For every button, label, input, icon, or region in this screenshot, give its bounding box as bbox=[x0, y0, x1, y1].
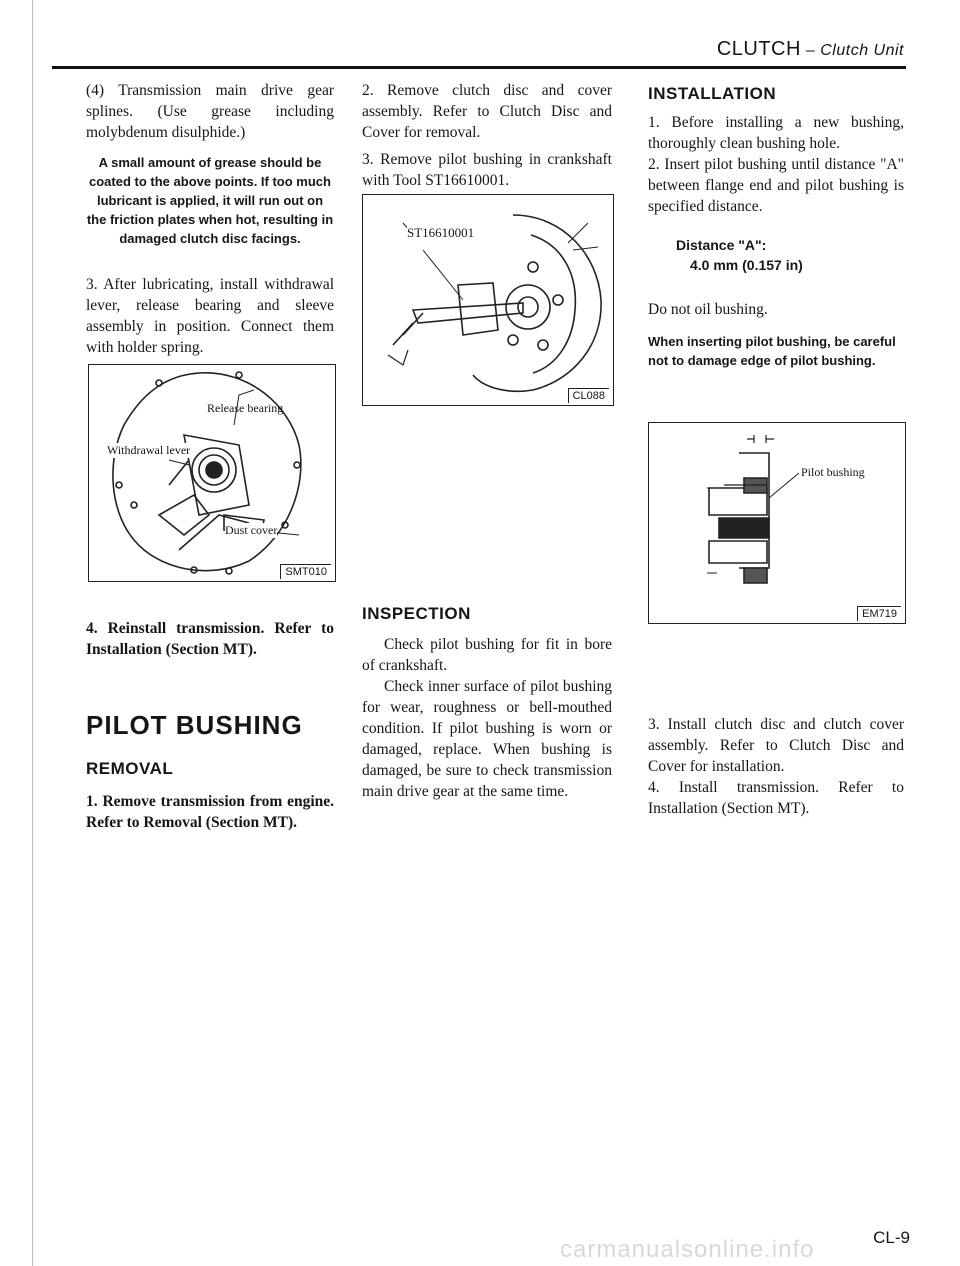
install-step1: 1. Before installing a new bushing, thoroughly clean bushing hole. bbox=[648, 114, 904, 152]
figure-code-em719: EM719 bbox=[857, 606, 901, 621]
grease-note: A small amount of grease should be coated to the above points. If too much lubricant is applied, it will run out on the friction plates when hot, resulting in damaged clutch disc facings. bbox=[86, 155, 334, 246]
pilot-bushing-heading: PILOT BUSHING bbox=[86, 710, 303, 740]
column-middle-lower bbox=[362, 604, 612, 802]
removal-step1-text: 1. Remove transmission from engine. Refer to Removal (Section MT). bbox=[86, 793, 334, 831]
pilot-bushing-figure bbox=[648, 422, 906, 624]
page-number: CL-9 bbox=[873, 1228, 910, 1247]
tool-number-label: ST16610001 bbox=[407, 225, 475, 240]
header-subtitle: Clutch Unit bbox=[820, 42, 904, 59]
distance-value: 4.0 mm (0.157 in) bbox=[690, 257, 803, 273]
column-right bbox=[648, 80, 904, 370]
watermark: carmanualsonline.info bbox=[560, 1236, 815, 1263]
remove-disc-step: 2. Remove clutch disc and cover assembly. Refer to Clutch Disc and Cover for removal. bbox=[362, 82, 612, 141]
page-header bbox=[717, 38, 904, 61]
step3-text: 3. After lubricating, install withdrawal lever, release bearing and sleeve assembly in position. Connect them with holder spring. bbox=[86, 276, 334, 356]
pilot-bushing-tool-figure bbox=[362, 194, 614, 406]
column-left bbox=[86, 80, 334, 358]
column-left-lower bbox=[86, 618, 334, 833]
dust-cover-label: Dust cover bbox=[225, 523, 278, 537]
release-bearing-figure bbox=[88, 364, 336, 582]
column-right-lower bbox=[648, 714, 904, 819]
installation-heading: INSTALLATION bbox=[648, 84, 777, 103]
figure-code-cl088: CL088 bbox=[568, 388, 609, 403]
inspection-heading: INSPECTION bbox=[362, 604, 471, 623]
distance-spec bbox=[676, 237, 904, 273]
column-middle bbox=[362, 80, 612, 191]
install-step3: 3. Install clutch disc and clutch cover assembly. Refer to Clutch Disc and Cover for installation. bbox=[648, 716, 904, 775]
header-rule bbox=[52, 66, 906, 69]
tool-drawing bbox=[363, 195, 613, 405]
binding-line bbox=[32, 0, 33, 1266]
figure-code-smt010: SMT010 bbox=[280, 564, 331, 579]
install-step4: 4. Install transmission. Refer to Installation (Section MT). bbox=[648, 779, 904, 817]
release-bearing-label: Release bearing bbox=[207, 401, 284, 415]
header-title: CLUTCH bbox=[716, 38, 801, 60]
item4-text: (4) Transmission main drive gear splines. (Use grease including molybdenum disulphide.) bbox=[86, 82, 334, 141]
pilot-bushing-drawing bbox=[649, 423, 905, 623]
release-bearing-drawing bbox=[89, 365, 335, 581]
pilot-bushing-label: Pilot bushing bbox=[801, 465, 865, 479]
do-not-oil-text: Do not oil bushing. bbox=[648, 301, 768, 318]
step4-text: 4. Reinstall transmission. Refer to Installation (Section MT). bbox=[86, 620, 334, 658]
removal-heading: REMOVAL bbox=[86, 759, 174, 778]
header-dash: – bbox=[800, 42, 821, 59]
withdrawal-lever-label: Withdrawal lever bbox=[107, 443, 191, 457]
inserting-note: When inserting pilot bushing, be careful not to damage edge of pilot bushing. bbox=[648, 334, 896, 368]
install-step2: 2. Insert pilot bushing until distance "A" between flange end and pilot bushing is specified distance. bbox=[648, 156, 904, 215]
remove-bushing-step: 3. Remove pilot bushing in crankshaft with Tool ST16610001. bbox=[362, 151, 612, 189]
inspection-fit-text: Check pilot bushing for fit in bore of crankshaft. bbox=[362, 636, 612, 674]
distance-label: Distance "A": bbox=[676, 237, 767, 253]
inspection-wear-text: Check inner surface of pilot bushing for wear, roughness or bell-mouthed condition. If pilot bushing is worn or damaged, replace. When bushing is damaged, be sure to check transmission main drive gear at the same time. bbox=[362, 678, 612, 800]
